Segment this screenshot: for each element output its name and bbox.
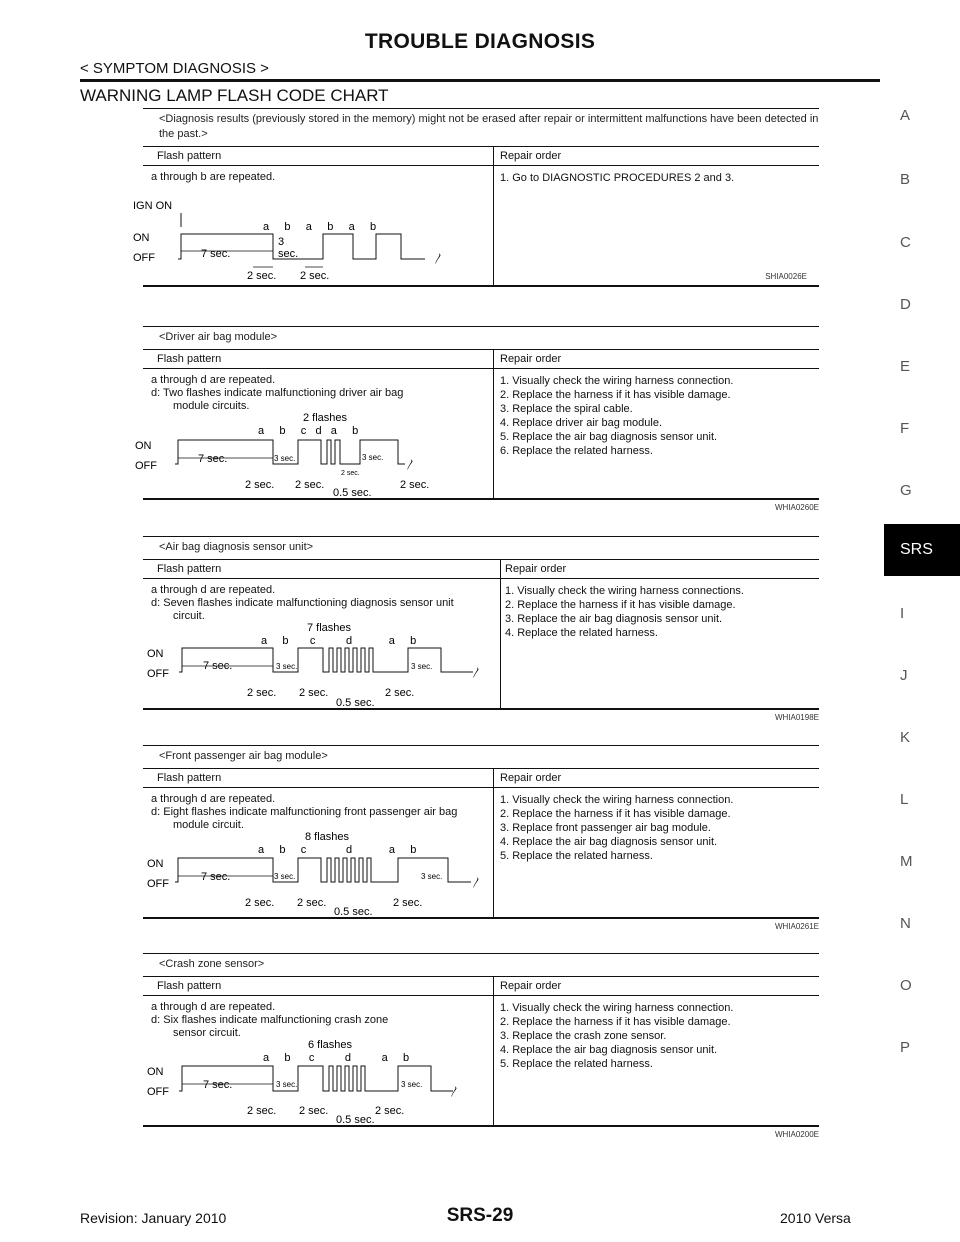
figure-id: WHIA0260E bbox=[774, 503, 819, 512]
tab-j[interactable]: J bbox=[900, 667, 908, 684]
flash-count-label: 8 flashes bbox=[305, 831, 350, 843]
flash-pattern-header: Flash pattern bbox=[157, 353, 222, 365]
pattern-line: a through d are repeated. bbox=[151, 1001, 276, 1013]
column-divider bbox=[500, 560, 501, 708]
pattern-line: d: Six flashes indicate malfunctioning crash zone bbox=[151, 1014, 389, 1026]
duration-7sec: 7 sec. bbox=[201, 871, 231, 883]
repair-step: 2. Replace the harness if it has visible damage. bbox=[500, 389, 731, 401]
tab-l[interactable]: L bbox=[900, 791, 909, 808]
column-divider bbox=[493, 350, 494, 498]
repair-step: 1. Visually check the wiring harness connection. bbox=[500, 1002, 734, 1014]
repair-order-header: Repair order bbox=[505, 563, 567, 575]
duration-3sec-a: 3 sec. bbox=[276, 662, 298, 671]
flash-count-label: 7 flashes bbox=[307, 622, 352, 634]
breadcrumb: < SYMPTOM DIAGNOSIS > bbox=[80, 60, 269, 77]
on-label: ON bbox=[135, 440, 152, 452]
repair-step: 3. Replace the crash zone sensor. bbox=[500, 1030, 667, 1042]
phase-letters: a b c d a b bbox=[261, 635, 417, 647]
tab-e[interactable]: E bbox=[900, 358, 911, 375]
duration-2sec-a: 2 sec. bbox=[245, 479, 275, 491]
flash-waveform bbox=[143, 622, 500, 708]
block-note: <Crash zone sensor> bbox=[143, 953, 819, 972]
repair-step: 6. Replace the related harness. bbox=[500, 445, 653, 457]
phase-letters: a b a b a b bbox=[263, 221, 377, 233]
duration-3sec-b: 3 sec. bbox=[362, 453, 384, 462]
pattern-line: module circuit. bbox=[173, 819, 244, 831]
duration-2sec-b: 2 sec. bbox=[299, 1105, 329, 1117]
tab-a[interactable]: A bbox=[900, 107, 911, 124]
pattern-line: module circuits. bbox=[173, 400, 250, 412]
repair-step: 1. Visually check the wiring harness connection. bbox=[500, 794, 734, 806]
repair-step: 5. Replace the related harness. bbox=[500, 1058, 653, 1070]
continuation-mark: 〳 bbox=[471, 667, 482, 679]
revision-date: Revision: January 2010 bbox=[80, 1210, 227, 1226]
phase-letters: a b c d a b bbox=[258, 425, 359, 437]
pattern-line: sensor circuit. bbox=[173, 1027, 241, 1039]
continuation-mark: 〳 bbox=[449, 1086, 460, 1098]
on-label: ON bbox=[147, 1066, 164, 1078]
repair-step: 1. Visually check the wiring harness connections. bbox=[505, 585, 744, 597]
off-label: OFF bbox=[147, 668, 169, 680]
duration-3sec-b: 3 sec. bbox=[421, 872, 443, 881]
duration-05sec: 0.5 sec. bbox=[336, 1114, 375, 1126]
tab-g[interactable]: G bbox=[900, 482, 912, 499]
duration-2sec-small: 2 sec. bbox=[341, 470, 360, 477]
table-header bbox=[143, 560, 819, 579]
duration-7sec: 7 sec. bbox=[198, 453, 228, 465]
tab-o[interactable]: O bbox=[900, 977, 912, 994]
flash-code-block-driver bbox=[135, 326, 819, 512]
pattern-line: a through d are repeated. bbox=[151, 374, 276, 386]
off-label: OFF bbox=[147, 878, 169, 890]
duration-2sec-b: 2 sec. bbox=[300, 270, 330, 282]
tab-d[interactable]: D bbox=[900, 296, 911, 313]
flash-pattern-header: Flash pattern bbox=[157, 980, 222, 992]
repair-step: 4. Replace the related harness. bbox=[505, 627, 658, 639]
pattern-line: a through b are repeated. bbox=[151, 171, 276, 183]
repair-list bbox=[505, 584, 815, 640]
flash-pattern-header: Flash pattern bbox=[157, 150, 222, 162]
table-header bbox=[143, 977, 819, 996]
section-title: WARNING LAMP FLASH CODE CHART bbox=[80, 86, 389, 105]
flash-table bbox=[143, 559, 819, 722]
duration-3sec-a: 3 sec. bbox=[276, 1080, 298, 1089]
duration-7sec: 7 sec. bbox=[201, 248, 231, 260]
duration-2sec-a: 2 sec. bbox=[247, 270, 277, 282]
table-header bbox=[143, 147, 819, 166]
tab-srs[interactable]: SRS bbox=[884, 524, 960, 576]
figure-id: SHIA0026E bbox=[765, 272, 807, 281]
pattern-line: circuit. bbox=[173, 610, 205, 622]
flash-code-block-crash-zone bbox=[143, 953, 819, 1139]
flash-table bbox=[133, 146, 819, 287]
off-label: OFF bbox=[147, 1086, 169, 1098]
duration-05sec: 0.5 sec. bbox=[333, 487, 372, 499]
page-number: SRS-29 bbox=[446, 1205, 514, 1226]
pattern-description bbox=[151, 584, 487, 623]
tab-p[interactable]: P bbox=[900, 1039, 911, 1056]
duration-05sec: 0.5 sec. bbox=[336, 697, 375, 709]
duration-2sec-b: 2 sec. bbox=[299, 687, 329, 699]
phase-letters: a b c d a b bbox=[258, 844, 417, 856]
repair-list bbox=[500, 374, 810, 458]
repair-step: 4. Replace driver air bag module. bbox=[500, 417, 663, 429]
off-label: OFF bbox=[133, 252, 155, 264]
figure-id: WHIA0198E bbox=[774, 713, 819, 722]
repair-order-header: Repair order bbox=[500, 772, 562, 784]
pattern-description bbox=[151, 1001, 487, 1040]
duration-7sec: 7 sec. bbox=[203, 1079, 233, 1091]
off-label: OFF bbox=[135, 460, 157, 472]
repair-list bbox=[500, 793, 810, 863]
tab-k[interactable]: K bbox=[900, 729, 911, 746]
duration-3sec-b: 3 sec. bbox=[401, 1080, 423, 1089]
pattern-line: a through d are repeated. bbox=[151, 793, 276, 805]
tab-m[interactable]: M bbox=[900, 853, 913, 870]
duration-2sec-c: 2 sec. bbox=[375, 1105, 405, 1117]
repair-step: 3. Replace the spiral cable. bbox=[500, 403, 633, 415]
flash-count-label: 2 flashes bbox=[303, 412, 348, 424]
repair-step: 3. Replace front passenger air bag module. bbox=[500, 822, 711, 834]
repair-order-header: Repair order bbox=[500, 353, 562, 365]
model-year: 2010 Versa bbox=[780, 1210, 851, 1226]
column-divider bbox=[493, 977, 494, 1125]
pattern-line: d: Eight flashes indicate malfunctioning front passenger air bag bbox=[151, 806, 458, 818]
duration-3sec-a: 3 sec. bbox=[274, 872, 296, 881]
flash-pattern-header: Flash pattern bbox=[157, 563, 222, 575]
duration-2sec-b: 2 sec. bbox=[295, 479, 325, 491]
tab-c[interactable]: C bbox=[900, 234, 911, 251]
continuation-mark: 〳 bbox=[433, 253, 444, 265]
pattern-description bbox=[151, 793, 487, 832]
flash-code-block-memory bbox=[133, 108, 819, 287]
on-label: ON bbox=[147, 858, 164, 870]
table-header bbox=[143, 769, 819, 788]
tab-f[interactable]: F bbox=[900, 420, 910, 437]
block-note: <Diagnosis results (previously stored in the memory) might not be erased after repair or intermittent malfunctions have been detected in the past.> bbox=[143, 108, 819, 142]
repair-list bbox=[500, 171, 810, 185]
tab-i[interactable]: I bbox=[900, 605, 905, 622]
duration-2sec-b: 2 sec. bbox=[297, 897, 327, 909]
block-note: <Driver air bag module> bbox=[143, 326, 819, 345]
pattern-line: a through d are repeated. bbox=[151, 584, 276, 596]
pattern-description bbox=[151, 374, 487, 413]
flash-waveform bbox=[143, 831, 493, 917]
duration-05sec: 0.5 sec. bbox=[334, 906, 373, 918]
duration-2sec-c: 2 sec. bbox=[385, 687, 415, 699]
flash-waveform bbox=[143, 1039, 493, 1125]
figure-id: WHIA0200E bbox=[774, 1130, 819, 1139]
duration-2sec-a: 2 sec. bbox=[247, 1105, 277, 1117]
repair-order-header: Repair order bbox=[500, 150, 562, 162]
column-divider bbox=[493, 769, 494, 917]
pattern-line: d: Seven flashes indicate malfunctioning diagnosis sensor unit bbox=[151, 597, 454, 609]
duration-3sec-b: 3 sec. bbox=[411, 662, 433, 671]
header-divider bbox=[80, 79, 880, 82]
block-note: <Front passenger air bag module> bbox=[143, 745, 819, 764]
repair-list bbox=[500, 1001, 810, 1071]
flash-table bbox=[143, 976, 819, 1139]
repair-step: 2. Replace the harness if it has visible damage. bbox=[500, 808, 731, 820]
duration-2sec-a: 2 sec. bbox=[245, 897, 275, 909]
repair-step: 2. Replace the harness if it has visible damage. bbox=[500, 1016, 731, 1028]
table-header bbox=[143, 350, 819, 369]
phase-letters: a b c d a b bbox=[263, 1052, 410, 1064]
block-note: <Air bag diagnosis sensor unit> bbox=[143, 536, 819, 555]
repair-order-header: Repair order bbox=[500, 980, 562, 992]
column-divider bbox=[493, 147, 494, 285]
page-title: TROUBLE DIAGNOSIS bbox=[364, 30, 596, 53]
ign-on-label: IGN ON bbox=[133, 200, 173, 212]
continuation-mark: 〳 bbox=[471, 877, 482, 889]
flash-count-label: 6 flashes bbox=[308, 1039, 353, 1051]
duration-3sec-unit: sec. bbox=[278, 248, 299, 260]
duration-2sec-c: 2 sec. bbox=[400, 479, 430, 491]
pattern-line: d: Two flashes indicate malfunctioning driver air bag bbox=[151, 387, 404, 399]
flash-waveform bbox=[135, 412, 493, 499]
figure-id: WHIA0261E bbox=[774, 922, 819, 931]
flash-table bbox=[143, 768, 819, 931]
tab-b[interactable]: B bbox=[900, 171, 911, 188]
flash-waveform bbox=[133, 179, 493, 283]
repair-step: 1. Visually check the wiring harness connection. bbox=[500, 375, 734, 387]
on-label: ON bbox=[133, 232, 150, 244]
repair-step: 5. Replace the related harness. bbox=[500, 850, 653, 862]
flash-pattern-header: Flash pattern bbox=[157, 772, 222, 784]
repair-step: 2. Replace the harness if it has visible damage. bbox=[505, 599, 736, 611]
continuation-mark: 〳 bbox=[405, 459, 416, 471]
repair-step: 1. Go to DIAGNOSTIC PROCEDURES 2 and 3. bbox=[500, 172, 735, 184]
duration-3sec: 3 bbox=[278, 236, 285, 248]
on-label: ON bbox=[147, 648, 164, 660]
flash-code-block-passenger bbox=[143, 745, 819, 931]
repair-step: 3. Replace the air bag diagnosis sensor unit. bbox=[505, 613, 723, 625]
repair-step: 5. Replace the air bag diagnosis sensor unit. bbox=[500, 431, 718, 443]
duration-2sec-c: 2 sec. bbox=[393, 897, 423, 909]
duration-2sec-a: 2 sec. bbox=[247, 687, 277, 699]
duration-3sec-a: 3 sec. bbox=[274, 454, 296, 463]
repair-step: 4. Replace the air bag diagnosis sensor unit. bbox=[500, 1044, 718, 1056]
repair-step: 4. Replace the air bag diagnosis sensor unit. bbox=[500, 836, 718, 848]
flash-code-block-sensor-unit bbox=[143, 536, 819, 722]
flash-table bbox=[135, 349, 819, 512]
tab-n[interactable]: N bbox=[900, 915, 911, 932]
duration-7sec: 7 sec. bbox=[203, 660, 233, 672]
